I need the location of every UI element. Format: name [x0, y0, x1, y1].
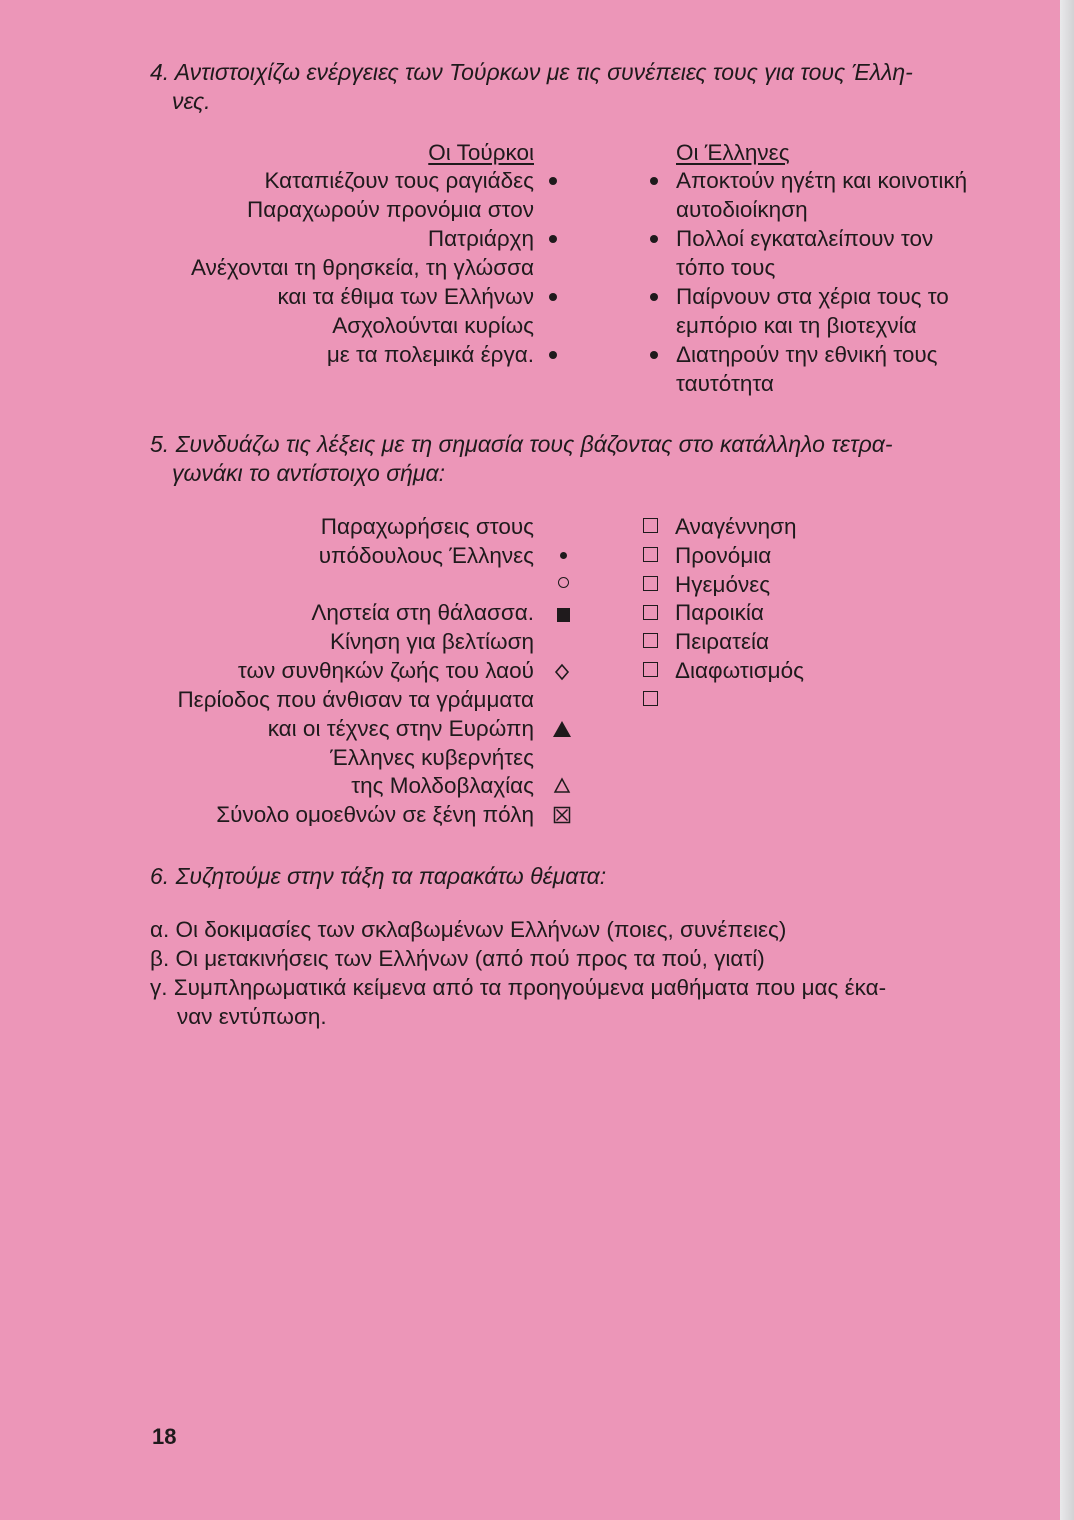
q4-right-line: Πολλοί εγκαταλείπουν τον: [676, 226, 934, 251]
hollow-diamond-symbol: [554, 663, 570, 681]
q5-left-line: της Μολδοβλαχίας: [351, 773, 534, 798]
q4-left-line: και τα έθιμα των Ελλήνων: [277, 284, 534, 309]
q4-right-bullet: [650, 293, 658, 301]
q5-term: Πειρατεία: [675, 629, 770, 654]
q4-left-line: Καταπιέζουν τους ραγιάδες: [264, 168, 534, 193]
q6-item: γ. Συμπληρωματικά κείμενα από τα προηγούμενα μαθήματα που μας έκα-: [150, 975, 887, 1000]
q4-greeks-header: Οι Έλληνες: [676, 140, 790, 165]
q5-left-line: Έλληνες κυβερνήτες: [330, 745, 534, 770]
q4-left-bullet: [549, 351, 557, 359]
q4-left-line: Ανέχονται τη θρησκεία, τη γλώσσα: [191, 255, 534, 280]
q6-item: ναν εντύπωση.: [177, 1004, 327, 1029]
q6-title: 6. Συζητούμε στην τάξη τα παρακάτω θέματα:: [150, 863, 607, 889]
q4-right-line: ταυτότητα: [676, 371, 774, 396]
crossed-box-symbol: [553, 806, 571, 824]
hollow-circle-symbol: [558, 577, 569, 588]
q5-left-line: Παραχωρήσεις στους: [320, 514, 534, 539]
q4-left-line: Ασχολούνται κυρίως: [332, 313, 534, 338]
q5-left-line: και οι τέχνες στην Ευρώπη: [267, 716, 534, 741]
q4-right-line: Παίρνουν στα χέρια τους το: [676, 284, 949, 309]
q5-title-line2: γωνάκι το αντίστοιχο σήμα:: [172, 460, 445, 486]
hollow-triangle-symbol: [553, 777, 571, 794]
page-edge: [1060, 0, 1074, 1520]
q5-left-line: των συνθηκών ζωής του λαού: [237, 658, 534, 683]
q4-left-bullet: [549, 177, 557, 185]
filled-triangle-symbol: [552, 720, 572, 738]
q4-left-line: με τα πολεμικά έργα.: [326, 342, 534, 367]
answer-box[interactable]: [643, 547, 658, 562]
q4-title-line1: 4. Αντιστοιχίζω ενέργειες των Τούρκων με τις συνέπειες τους για τους Έλλη-: [150, 59, 913, 85]
q5-left-line: Κίνηση για βελτίωση: [329, 629, 534, 654]
q5-left-line: Περίοδος που άνθισαν τα γράμματα: [177, 687, 534, 712]
answer-box[interactable]: [643, 605, 658, 620]
q6-item: α. Οι δοκιμασίες των σκλαβωμένων Ελλήνων (ποιες, συνέπειες): [150, 917, 787, 942]
q4-turks-header: Οι Τούρκοι: [428, 140, 534, 165]
answer-box[interactable]: [643, 518, 658, 533]
page-number: 18: [152, 1424, 177, 1449]
q4-right-bullet: [650, 177, 658, 185]
filled-square-symbol: [557, 608, 570, 622]
q5-left-line: Ληστεία στη θάλασσα.: [311, 600, 534, 625]
q4-right-line: εμπόριο και τη βιοτεχνία: [676, 313, 917, 338]
q5-term: Παροικία: [675, 600, 764, 625]
answer-box[interactable]: [643, 633, 658, 648]
q4-right-line: Διατηρούν την εθνική τους: [676, 342, 938, 367]
q4-title-line2: νες.: [172, 88, 211, 114]
q5-term: Διαφωτισμός: [675, 658, 804, 683]
q5-left-line: υπόδουλους Έλληνες: [318, 543, 534, 568]
q5-term: Προνόμια: [675, 543, 772, 568]
q5-term: Αναγέννηση: [675, 514, 797, 539]
q5-term: Ηγεμόνες: [675, 572, 771, 597]
q4-right-line: Αποκτούν ηγέτη και κοινοτική: [676, 168, 968, 193]
q4-left-line: Παραχωρούν προνόμια στον: [247, 197, 534, 222]
q4-right-line: τόπο τους: [676, 255, 776, 280]
q4-left-bullet: [549, 235, 557, 243]
answer-box[interactable]: [643, 576, 658, 591]
q4-right-bullet: [650, 351, 658, 359]
q5-title-line1: 5. Συνδυάζω τις λέξεις με τη σημασία τους βάζοντας στο κατάλληλο τετρα-: [150, 431, 893, 457]
answer-box[interactable]: [643, 691, 658, 706]
q4-left-bullet: [549, 293, 557, 301]
q4-right-line: αυτοδιοίκηση: [676, 197, 808, 222]
q4-left-line: Πατριάρχη: [427, 226, 534, 251]
q4-right-bullet: [650, 235, 658, 243]
q6-item: β. Οι μετακινήσεις των Ελλήνων (από πού προς τα πού, γιατί): [150, 946, 765, 971]
answer-box[interactable]: [643, 662, 658, 677]
filled-dot-symbol: [560, 552, 567, 559]
q5-left-line: Σύνολο ομοεθνών σε ξένη πόλη: [216, 802, 534, 827]
